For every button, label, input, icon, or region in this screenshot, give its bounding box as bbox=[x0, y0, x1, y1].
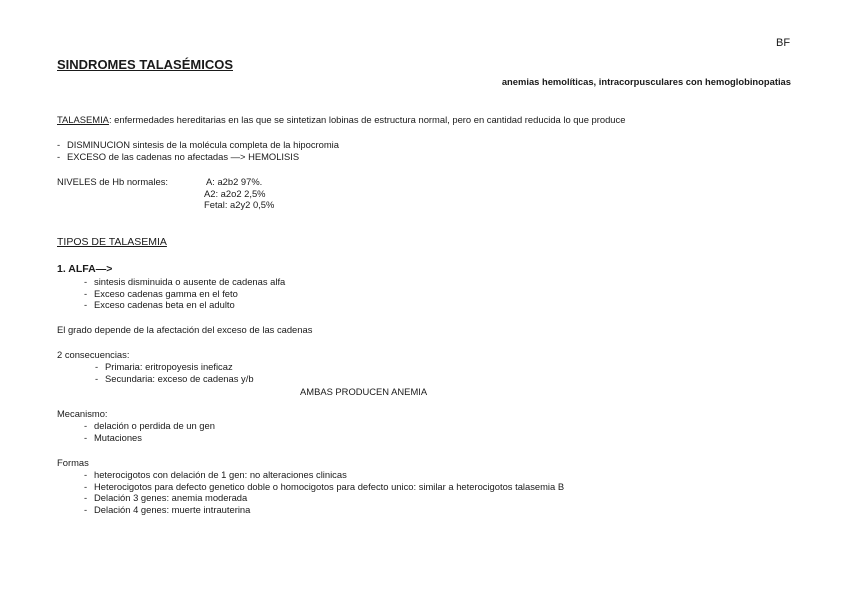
list-item: - Delación 3 genes: anemia moderada bbox=[84, 492, 564, 504]
level-value: A: a2b2 97%. bbox=[206, 176, 263, 187]
list-item: - EXCESO de las cadenas no afectadas —> HEMOLISIS bbox=[57, 151, 339, 163]
list-item: - DISMINUCION sintesis de la molécula completa de la hipocromia bbox=[57, 139, 339, 151]
list-item: - delación o perdida de un gen bbox=[84, 420, 215, 432]
consecuencias-list bbox=[95, 361, 254, 384]
list-item: - heterocigotos con delación de 1 gen: no alteraciones clinicas bbox=[84, 469, 564, 481]
list-item: - Exceso cadenas beta en el adulto bbox=[84, 299, 285, 311]
page-title: SINDROMES TALASÉMICOS bbox=[57, 57, 233, 72]
ambas-note: AMBAS PRODUCEN ANEMIA bbox=[300, 386, 428, 397]
definition-term: TALASEMIA bbox=[57, 114, 109, 125]
level-value: Fetal: a2y2 0,5% bbox=[204, 199, 275, 210]
list-item: - Exceso cadenas gamma en el feto bbox=[84, 288, 285, 300]
list-item: - Secundaria: exceso de cadenas y/b bbox=[95, 373, 254, 385]
grado-text: El grado depende de la afectación del exceso de las cadenas bbox=[57, 324, 313, 335]
mecanismo-list bbox=[84, 420, 215, 443]
definition-text: : enfermedades hereditarias en las que se sintetizan lobinas de estructura normal, pero en cantidad reducida lo que produce bbox=[108, 114, 626, 125]
levels-values bbox=[204, 176, 274, 211]
author-initials: BF bbox=[776, 37, 791, 49]
consecuencias-label: 2 consecuencias: bbox=[57, 349, 130, 360]
formas-list bbox=[84, 469, 564, 515]
alfa-list bbox=[84, 276, 285, 311]
list-item: - Delación 4 genes: muerte intrauterina bbox=[84, 504, 564, 516]
formas-label: Formas bbox=[57, 457, 89, 468]
list-item: - Heterocigotos para defecto genetico doble o homocigotos para defecto unico: similar a heterocigotos talasemia B bbox=[84, 481, 564, 493]
list-item: - sintesis disminuida o ausente de cadenas alfa bbox=[84, 276, 285, 288]
levels-label: NIVELES de Hb normales: bbox=[57, 176, 168, 187]
list-item: - Primaria: eritropoyesis ineficaz bbox=[95, 361, 254, 373]
effects-list bbox=[57, 139, 339, 162]
tipos-heading: TIPOS DE TALASEMIA bbox=[57, 236, 167, 248]
page-subtitle: anemias hemolíticas, intracorpusculares con hemoglobinopatias bbox=[501, 76, 791, 87]
list-item: - Mutaciones bbox=[84, 432, 215, 444]
level-value: A2: a2o2 2,5% bbox=[204, 187, 266, 199]
alfa-heading: 1. ALFA—> bbox=[57, 263, 113, 275]
definition-paragraph bbox=[57, 114, 625, 126]
mecanismo-label: Mecanismo: bbox=[57, 408, 108, 419]
